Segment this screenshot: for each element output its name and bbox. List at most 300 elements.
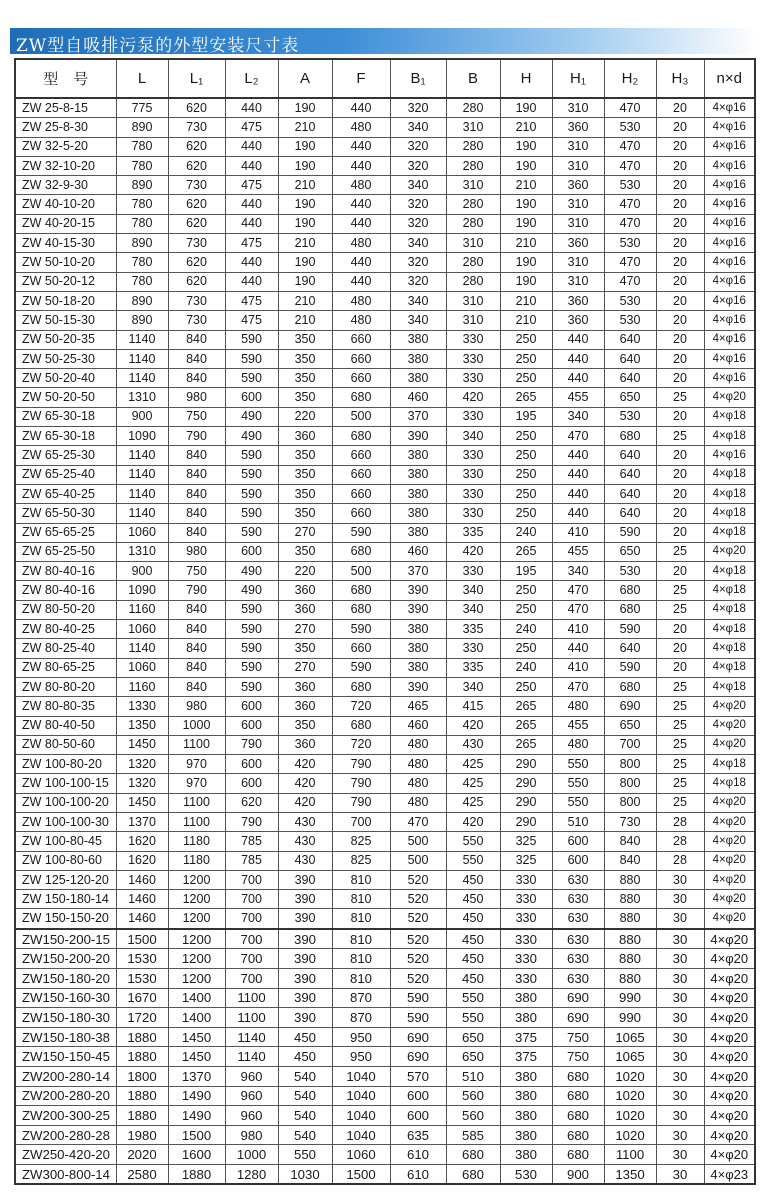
value-cell: 780 xyxy=(116,195,168,214)
table-row xyxy=(15,465,755,484)
value-cell: 1140 xyxy=(116,349,168,368)
value-cell: 780 xyxy=(116,214,168,233)
value-cell: 1370 xyxy=(116,812,168,831)
value-cell: 250 xyxy=(500,369,552,388)
value-cell: 1450 xyxy=(168,1047,225,1067)
value-cell: 590 xyxy=(390,988,446,1008)
value-cell: 425 xyxy=(446,774,500,793)
value-cell: 28 xyxy=(656,832,704,851)
value-cell: 1800 xyxy=(116,1066,168,1086)
table-row xyxy=(15,118,755,137)
value-cell: 20 xyxy=(656,214,704,233)
value-cell: 330 xyxy=(446,369,500,388)
table-row xyxy=(15,1086,755,1106)
value-cell: 455 xyxy=(552,542,604,561)
value-cell: 1060 xyxy=(116,620,168,639)
value-cell: 1720 xyxy=(116,1008,168,1028)
value-cell: 265 xyxy=(500,542,552,561)
value-cell: 630 xyxy=(552,968,604,988)
value-cell: 1020 xyxy=(604,1086,656,1106)
model-cell: ZW150-150-45 xyxy=(15,1047,116,1067)
value-cell: 340 xyxy=(446,600,500,619)
value-cell: 28 xyxy=(656,812,704,831)
value-cell: 250 xyxy=(500,581,552,600)
value-cell: 825 xyxy=(332,851,390,870)
value-cell: 660 xyxy=(332,484,390,503)
value-cell: 460 xyxy=(390,388,446,407)
value-cell: 250 xyxy=(500,504,552,523)
value-cell: 620 xyxy=(168,156,225,175)
value-cell: 465 xyxy=(390,697,446,716)
table-row xyxy=(15,1047,755,1067)
value-cell: 450 xyxy=(446,909,500,929)
value-cell: 4×φ18 xyxy=(704,600,755,619)
value-cell: 210 xyxy=(500,234,552,253)
value-cell: 30 xyxy=(656,949,704,969)
value-cell: 700 xyxy=(225,870,278,889)
value-cell: 550 xyxy=(552,793,604,812)
value-cell: 1040 xyxy=(332,1086,390,1106)
value-cell: 2580 xyxy=(116,1164,168,1184)
value-cell: 4×φ18 xyxy=(704,504,755,523)
value-cell: 470 xyxy=(552,677,604,696)
value-cell: 440 xyxy=(332,195,390,214)
value-cell: 4×φ16 xyxy=(704,234,755,253)
value-cell: 680 xyxy=(332,600,390,619)
value-cell: 970 xyxy=(168,755,225,774)
model-cell: ZW 100-80-60 xyxy=(15,851,116,870)
value-cell: 440 xyxy=(332,272,390,291)
value-cell: 335 xyxy=(446,620,500,639)
value-cell: 1620 xyxy=(116,851,168,870)
value-cell: 320 xyxy=(390,98,446,118)
value-cell: 590 xyxy=(225,349,278,368)
value-cell: 380 xyxy=(390,446,446,465)
value-cell: 870 xyxy=(332,988,390,1008)
value-cell: 330 xyxy=(446,639,500,658)
value-cell: 650 xyxy=(446,1027,500,1047)
value-cell: 470 xyxy=(390,812,446,831)
value-cell: 600 xyxy=(225,388,278,407)
value-cell: 320 xyxy=(390,156,446,175)
table-row xyxy=(15,909,755,929)
value-cell: 25 xyxy=(656,427,704,446)
value-cell: 4×φ16 xyxy=(704,311,755,330)
value-cell: 450 xyxy=(278,1047,332,1067)
value-cell: 290 xyxy=(500,774,552,793)
value-cell: 530 xyxy=(604,562,656,581)
value-cell: 1100 xyxy=(604,1145,656,1165)
value-cell: 490 xyxy=(225,427,278,446)
value-cell: 310 xyxy=(552,272,604,291)
value-cell: 410 xyxy=(552,620,604,639)
value-cell: 375 xyxy=(500,1047,552,1067)
value-cell: 980 xyxy=(225,1125,278,1145)
value-cell: 310 xyxy=(552,156,604,175)
value-cell: 190 xyxy=(500,137,552,156)
value-cell: 1160 xyxy=(116,677,168,696)
value-cell: 190 xyxy=(500,195,552,214)
value-cell: 4×φ16 xyxy=(704,369,755,388)
value-cell: 480 xyxy=(390,774,446,793)
table-row xyxy=(15,176,755,195)
value-cell: 190 xyxy=(278,214,332,233)
value-cell: 190 xyxy=(278,195,332,214)
value-cell: 950 xyxy=(332,1047,390,1067)
value-cell: 1500 xyxy=(116,929,168,949)
value-cell: 20 xyxy=(656,349,704,368)
value-cell: 4×φ16 xyxy=(704,118,755,137)
value-cell: 590 xyxy=(225,600,278,619)
value-cell: 620 xyxy=(168,98,225,118)
table-row xyxy=(15,214,755,233)
value-cell: 210 xyxy=(278,176,332,195)
value-cell: 4×φ18 xyxy=(704,755,755,774)
value-cell: 520 xyxy=(390,968,446,988)
value-cell: 20 xyxy=(656,311,704,330)
value-cell: 450 xyxy=(446,929,500,949)
value-cell: 1060 xyxy=(116,658,168,677)
value-cell: 4×φ20 xyxy=(704,697,755,716)
value-cell: 1040 xyxy=(332,1066,390,1086)
table-row xyxy=(15,98,755,118)
value-cell: 1330 xyxy=(116,697,168,716)
value-cell: 790 xyxy=(332,774,390,793)
table-row xyxy=(15,988,755,1008)
value-cell: 330 xyxy=(500,929,552,949)
value-cell: 800 xyxy=(604,774,656,793)
value-cell: 360 xyxy=(552,176,604,195)
value-cell: 440 xyxy=(552,484,604,503)
value-cell: 840 xyxy=(168,620,225,639)
value-cell: 620 xyxy=(168,272,225,291)
value-cell: 1060 xyxy=(116,523,168,542)
value-cell: 800 xyxy=(604,755,656,774)
value-cell: 380 xyxy=(500,1106,552,1126)
value-cell: 630 xyxy=(552,949,604,969)
value-cell: 550 xyxy=(446,832,500,851)
value-cell: 470 xyxy=(604,253,656,272)
value-cell: 30 xyxy=(656,909,704,929)
table-row xyxy=(15,1008,755,1028)
column-header: n×d xyxy=(704,59,755,98)
value-cell: 680 xyxy=(552,1145,604,1165)
value-cell: 1450 xyxy=(116,735,168,754)
value-cell: 550 xyxy=(552,774,604,793)
value-cell: 340 xyxy=(390,311,446,330)
value-cell: 380 xyxy=(500,1066,552,1086)
value-cell: 210 xyxy=(278,118,332,137)
value-cell: 455 xyxy=(552,716,604,735)
value-cell: 680 xyxy=(552,1125,604,1145)
value-cell: 30 xyxy=(656,870,704,889)
value-cell: 425 xyxy=(446,755,500,774)
value-cell: 310 xyxy=(552,98,604,118)
value-cell: 25 xyxy=(656,388,704,407)
column-header: 型 号 xyxy=(15,59,116,98)
value-cell: 1000 xyxy=(225,1145,278,1165)
value-cell: 550 xyxy=(446,1008,500,1028)
value-cell: 680 xyxy=(552,1106,604,1126)
table-row xyxy=(15,484,755,503)
value-cell: 1065 xyxy=(604,1047,656,1067)
table-row xyxy=(15,677,755,696)
value-cell: 1090 xyxy=(116,581,168,600)
model-cell: ZW200-280-20 xyxy=(15,1086,116,1106)
model-cell: ZW200-300-25 xyxy=(15,1106,116,1126)
value-cell: 350 xyxy=(278,465,332,484)
model-cell: ZW 100-80-45 xyxy=(15,832,116,851)
value-cell: 700 xyxy=(225,909,278,929)
value-cell: 1100 xyxy=(168,793,225,812)
value-cell: 390 xyxy=(390,427,446,446)
value-cell: 1450 xyxy=(116,793,168,812)
value-cell: 475 xyxy=(225,311,278,330)
value-cell: 690 xyxy=(390,1027,446,1047)
column-header: H₁ xyxy=(552,59,604,98)
value-cell: 390 xyxy=(278,968,332,988)
value-cell: 380 xyxy=(390,658,446,677)
table-row xyxy=(15,195,755,214)
value-cell: 660 xyxy=(332,349,390,368)
value-cell: 4×φ20 xyxy=(704,793,755,812)
value-cell: 25 xyxy=(656,542,704,561)
value-cell: 190 xyxy=(500,98,552,118)
value-cell: 310 xyxy=(552,253,604,272)
value-cell: 440 xyxy=(332,253,390,272)
value-cell: 290 xyxy=(500,812,552,831)
value-cell: 490 xyxy=(225,407,278,426)
value-cell: 1490 xyxy=(168,1106,225,1126)
value-cell: 700 xyxy=(332,812,390,831)
page-title: ZW型自吸排污泵的外型安装尺寸表 xyxy=(16,36,300,56)
model-cell: ZW 80-80-35 xyxy=(15,697,116,716)
table-row xyxy=(15,812,755,831)
value-cell: 1040 xyxy=(332,1106,390,1126)
value-cell: 480 xyxy=(552,735,604,754)
value-cell: 730 xyxy=(168,118,225,137)
value-cell: 190 xyxy=(278,137,332,156)
model-cell: ZW 65-25-30 xyxy=(15,446,116,465)
value-cell: 600 xyxy=(225,716,278,735)
value-cell: 250 xyxy=(500,330,552,349)
value-cell: 310 xyxy=(552,214,604,233)
column-header: H₂ xyxy=(604,59,656,98)
table-row xyxy=(15,330,755,349)
value-cell: 340 xyxy=(390,118,446,137)
value-cell: 420 xyxy=(446,542,500,561)
value-cell: 1140 xyxy=(116,639,168,658)
model-cell: ZW 50-15-30 xyxy=(15,311,116,330)
value-cell: 420 xyxy=(278,793,332,812)
value-cell: 30 xyxy=(656,968,704,988)
model-cell: ZW 125-120-20 xyxy=(15,870,116,889)
value-cell: 310 xyxy=(552,195,604,214)
value-cell: 680 xyxy=(446,1164,500,1184)
table-row xyxy=(15,291,755,310)
value-cell: 960 xyxy=(225,1066,278,1086)
value-cell: 840 xyxy=(168,484,225,503)
value-cell: 440 xyxy=(225,214,278,233)
value-cell: 1000 xyxy=(168,716,225,735)
value-cell: 340 xyxy=(552,562,604,581)
value-cell: 4×φ18 xyxy=(704,581,755,600)
value-cell: 790 xyxy=(168,427,225,446)
value-cell: 420 xyxy=(446,812,500,831)
value-cell: 840 xyxy=(168,658,225,677)
value-cell: 530 xyxy=(604,291,656,310)
model-cell: ZW 50-20-40 xyxy=(15,369,116,388)
value-cell: 20 xyxy=(656,98,704,118)
value-cell: 330 xyxy=(446,562,500,581)
value-cell: 4×φ20 xyxy=(704,1086,755,1106)
value-cell: 1140 xyxy=(116,484,168,503)
value-cell: 210 xyxy=(500,118,552,137)
value-cell: 780 xyxy=(116,137,168,156)
value-cell: 680 xyxy=(604,581,656,600)
value-cell: 270 xyxy=(278,658,332,677)
value-cell: 310 xyxy=(446,234,500,253)
value-cell: 320 xyxy=(390,272,446,291)
value-cell: 410 xyxy=(552,658,604,677)
value-cell: 330 xyxy=(446,446,500,465)
value-cell: 890 xyxy=(116,118,168,137)
value-cell: 360 xyxy=(278,677,332,696)
value-cell: 360 xyxy=(552,291,604,310)
value-cell: 775 xyxy=(116,98,168,118)
value-cell: 360 xyxy=(278,697,332,716)
table-row xyxy=(15,832,755,851)
value-cell: 4×φ18 xyxy=(704,484,755,503)
value-cell: 780 xyxy=(116,272,168,291)
value-cell: 4×φ16 xyxy=(704,137,755,156)
value-cell: 4×φ16 xyxy=(704,330,755,349)
value-cell: 470 xyxy=(552,600,604,619)
model-cell: ZW 40-10-20 xyxy=(15,195,116,214)
value-cell: 370 xyxy=(390,407,446,426)
value-cell: 680 xyxy=(332,581,390,600)
value-cell: 640 xyxy=(604,504,656,523)
value-cell: 25 xyxy=(656,716,704,735)
value-cell: 440 xyxy=(332,156,390,175)
value-cell: 1160 xyxy=(116,600,168,619)
table-row xyxy=(15,369,755,388)
value-cell: 890 xyxy=(116,176,168,195)
value-cell: 560 xyxy=(446,1086,500,1106)
model-cell: ZW 100-100-20 xyxy=(15,793,116,812)
value-cell: 4×φ18 xyxy=(704,407,755,426)
value-cell: 4×φ18 xyxy=(704,465,755,484)
table-row xyxy=(15,639,755,658)
value-cell: 20 xyxy=(656,118,704,137)
value-cell: 420 xyxy=(278,774,332,793)
value-cell: 210 xyxy=(500,311,552,330)
model-cell: ZW 65-25-50 xyxy=(15,542,116,561)
model-cell: ZW150-160-30 xyxy=(15,988,116,1008)
value-cell: 640 xyxy=(604,330,656,349)
value-cell: 325 xyxy=(500,832,552,851)
column-header: B xyxy=(446,59,500,98)
value-cell: 700 xyxy=(225,890,278,909)
value-cell: 265 xyxy=(500,735,552,754)
model-cell: ZW 65-40-25 xyxy=(15,484,116,503)
value-cell: 1350 xyxy=(116,716,168,735)
value-cell: 30 xyxy=(656,1027,704,1047)
value-cell: 480 xyxy=(332,234,390,253)
value-cell: 640 xyxy=(604,639,656,658)
value-cell: 530 xyxy=(604,407,656,426)
value-cell: 690 xyxy=(390,1047,446,1067)
value-cell: 1400 xyxy=(168,1008,225,1028)
value-cell: 590 xyxy=(332,523,390,542)
value-cell: 350 xyxy=(278,330,332,349)
value-cell: 600 xyxy=(552,832,604,851)
value-cell: 880 xyxy=(604,890,656,909)
value-cell: 950 xyxy=(332,1027,390,1047)
value-cell: 590 xyxy=(332,620,390,639)
model-cell: ZW 100-100-15 xyxy=(15,774,116,793)
value-cell: 880 xyxy=(604,870,656,889)
value-cell: 20 xyxy=(656,272,704,291)
value-cell: 190 xyxy=(500,214,552,233)
dimension-table xyxy=(14,58,756,1185)
value-cell: 785 xyxy=(225,832,278,851)
value-cell: 340 xyxy=(390,176,446,195)
value-cell: 1370 xyxy=(168,1066,225,1086)
value-cell: 1460 xyxy=(116,890,168,909)
value-cell: 530 xyxy=(604,311,656,330)
value-cell: 660 xyxy=(332,330,390,349)
value-cell: 470 xyxy=(604,214,656,233)
value-cell: 550 xyxy=(278,1145,332,1165)
value-cell: 440 xyxy=(332,137,390,156)
table-row xyxy=(15,156,755,175)
value-cell: 1140 xyxy=(225,1047,278,1067)
value-cell: 320 xyxy=(390,195,446,214)
value-cell: 630 xyxy=(552,870,604,889)
value-cell: 600 xyxy=(390,1086,446,1106)
value-cell: 800 xyxy=(604,793,656,812)
value-cell: 460 xyxy=(390,542,446,561)
value-cell: 470 xyxy=(552,427,604,446)
value-cell: 590 xyxy=(604,523,656,542)
value-cell: 700 xyxy=(225,968,278,988)
value-cell: 380 xyxy=(390,639,446,658)
table-row xyxy=(15,446,755,465)
value-cell: 600 xyxy=(225,542,278,561)
value-cell: 470 xyxy=(604,98,656,118)
value-cell: 350 xyxy=(278,388,332,407)
model-cell: ZW 50-20-35 xyxy=(15,330,116,349)
value-cell: 530 xyxy=(604,176,656,195)
value-cell: 1200 xyxy=(168,949,225,969)
model-cell: ZW150-200-15 xyxy=(15,929,116,949)
value-cell: 1065 xyxy=(604,1027,656,1047)
value-cell: 360 xyxy=(278,735,332,754)
value-cell: 4×φ18 xyxy=(704,427,755,446)
value-cell: 840 xyxy=(168,504,225,523)
value-cell: 20 xyxy=(656,523,704,542)
value-cell: 390 xyxy=(278,1008,332,1028)
value-cell: 1140 xyxy=(225,1027,278,1047)
model-cell: ZW 50-10-20 xyxy=(15,253,116,272)
table-body xyxy=(15,98,755,1184)
value-cell: 1180 xyxy=(168,851,225,870)
value-cell: 640 xyxy=(604,349,656,368)
value-cell: 1980 xyxy=(116,1125,168,1145)
value-cell: 750 xyxy=(168,407,225,426)
value-cell: 440 xyxy=(552,465,604,484)
